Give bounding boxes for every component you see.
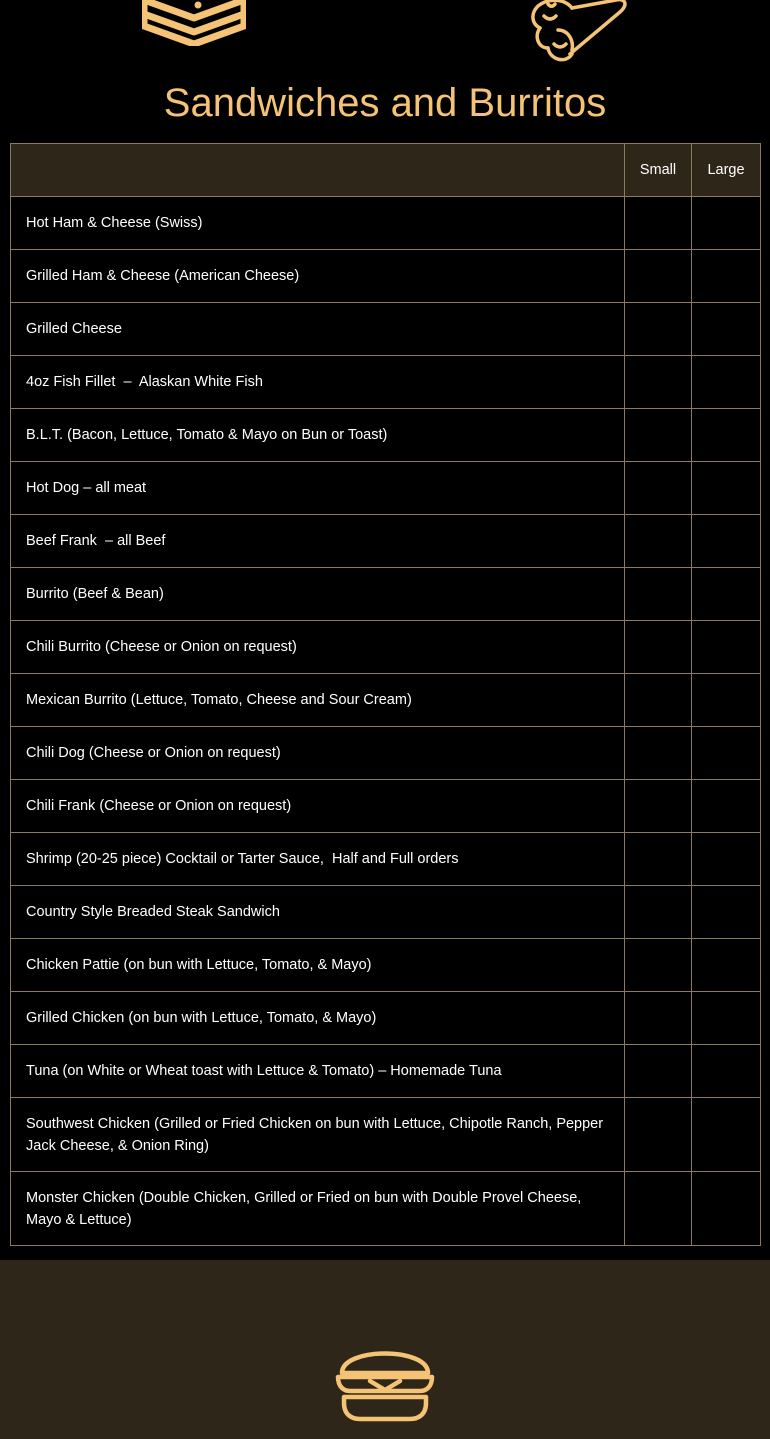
price-small <box>625 515 692 568</box>
price-small <box>625 250 692 303</box>
price-small <box>625 1098 692 1172</box>
price-small <box>625 780 692 833</box>
table-row <box>11 833 761 886</box>
table-row <box>11 568 761 621</box>
table-row <box>11 1098 761 1172</box>
price-large <box>692 515 761 568</box>
price-small <box>625 727 692 780</box>
price-large <box>692 1172 761 1246</box>
table-row <box>11 356 761 409</box>
price-large <box>692 1098 761 1172</box>
price-small <box>625 621 692 674</box>
item-name: Monster Chicken (Double Chicken, Grilled or Fried on bun with Double Provel Cheese, Mayo & Lettuce) <box>11 1172 625 1246</box>
price-large <box>692 833 761 886</box>
item-name: Grilled Chicken (on bun with Lettuce, Tomato, & Mayo) <box>11 992 625 1045</box>
table-row <box>11 780 761 833</box>
table-row <box>11 621 761 674</box>
sandwich-icon <box>142 0 246 46</box>
price-small <box>625 939 692 992</box>
price-small <box>625 1172 692 1246</box>
price-small <box>625 833 692 886</box>
column-header-small: Small <box>625 144 692 197</box>
price-small <box>625 409 692 462</box>
price-large <box>692 197 761 250</box>
item-name: B.L.T. (Bacon, Lettuce, Tomato & Mayo on Bun or Toast) <box>11 409 625 462</box>
item-name: Chili Burrito (Cheese or Onion on request) <box>11 621 625 674</box>
burrito-icon <box>528 0 628 66</box>
item-name: Grilled Ham & Cheese (American Cheese) <box>11 250 625 303</box>
table-row <box>11 1172 761 1246</box>
price-large <box>692 409 761 462</box>
table-header-row <box>11 144 761 197</box>
price-large <box>692 303 761 356</box>
price-large <box>692 674 761 727</box>
table-row <box>11 674 761 727</box>
item-name: Shrimp (20-25 piece) Cocktail or Tarter Sauce, Half and Full orders <box>11 833 625 886</box>
item-name: Grilled Cheese <box>11 303 625 356</box>
price-large <box>692 1045 761 1098</box>
price-large <box>692 356 761 409</box>
item-name: Hot Ham & Cheese (Swiss) <box>11 197 625 250</box>
table-row <box>11 727 761 780</box>
price-large <box>692 886 761 939</box>
price-large <box>692 250 761 303</box>
table-row <box>11 1045 761 1098</box>
price-small <box>625 303 692 356</box>
price-small <box>625 992 692 1045</box>
price-large <box>692 462 761 515</box>
price-large <box>692 727 761 780</box>
item-name: Chili Frank (Cheese or Onion on request) <box>11 780 625 833</box>
column-header-large: Large <box>692 144 761 197</box>
item-name: 4oz Fish Fillet – Alaskan White Fish <box>11 356 625 409</box>
table-row <box>11 197 761 250</box>
item-name: Tuna (on White or Wheat toast with Lettuce & Tomato) – Homemade Tuna <box>11 1045 625 1098</box>
item-name: Hot Dog – all meat <box>11 462 625 515</box>
table-row <box>11 462 761 515</box>
price-large <box>692 939 761 992</box>
price-large <box>692 621 761 674</box>
price-large <box>692 568 761 621</box>
table-row <box>11 515 761 568</box>
price-small <box>625 462 692 515</box>
price-small <box>625 886 692 939</box>
item-name: Chili Dog (Cheese or Onion on request) <box>11 727 625 780</box>
burger-icon <box>334 1337 436 1423</box>
item-name: Chicken Pattie (on bun with Lettuce, Tomato, & Mayo) <box>11 939 625 992</box>
table-row <box>11 886 761 939</box>
item-name: Beef Frank – all Beef <box>11 515 625 568</box>
price-small <box>625 674 692 727</box>
item-name: Mexican Burrito (Lettuce, Tomato, Cheese and Sour Cream) <box>11 674 625 727</box>
table-row <box>11 409 761 462</box>
price-small <box>625 197 692 250</box>
menu-price-table <box>10 143 761 1246</box>
table-row <box>11 250 761 303</box>
table-row <box>11 303 761 356</box>
item-name: Southwest Chicken (Grilled or Fried Chicken on bun with Lettuce, Chipotle Ranch, Pepper Jack Cheese, & Onion Ring) <box>11 1098 625 1172</box>
column-header-item <box>11 144 625 197</box>
item-name: Burrito (Beef & Bean) <box>11 568 625 621</box>
item-name: Country Style Breaded Steak Sandwich <box>11 886 625 939</box>
page-title: Sandwiches and Burritos <box>163 81 607 125</box>
price-small <box>625 568 692 621</box>
table-row <box>11 992 761 1045</box>
price-small <box>625 1045 692 1098</box>
price-small <box>625 356 692 409</box>
table-row <box>11 939 761 992</box>
price-large <box>692 992 761 1045</box>
price-large <box>692 780 761 833</box>
